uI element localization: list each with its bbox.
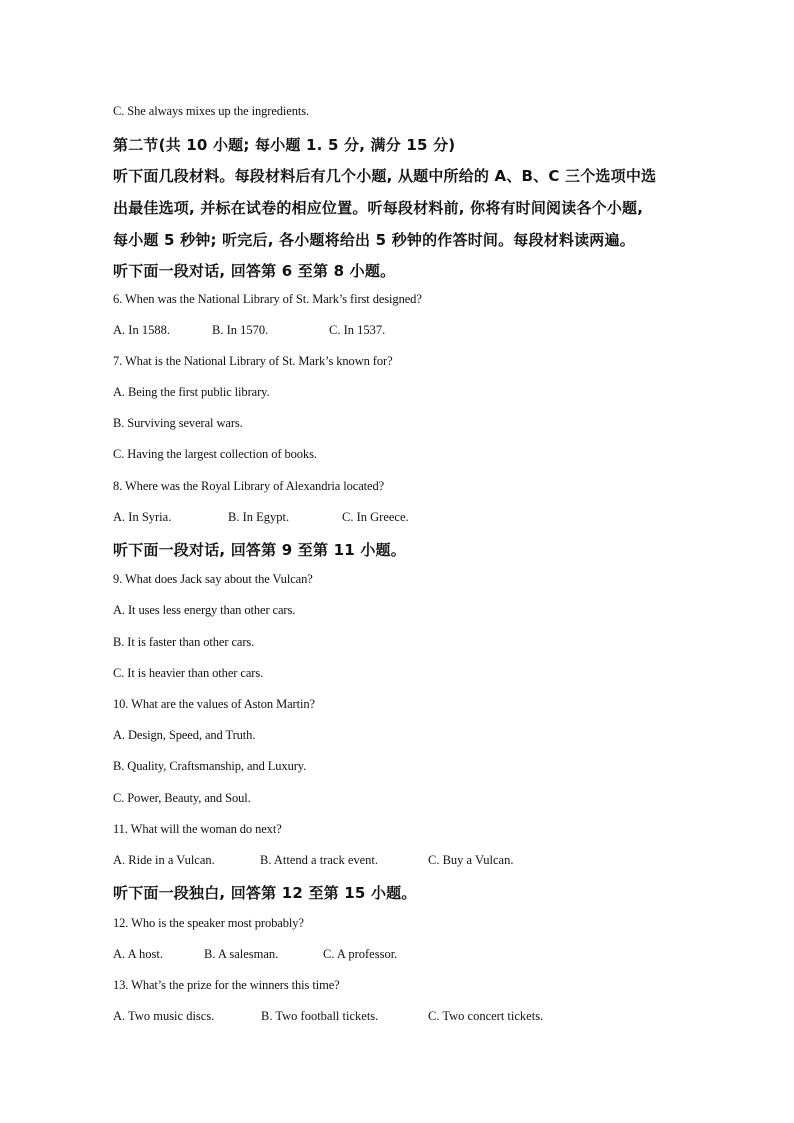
option-a: A. In 1588. [113,323,170,337]
option-a: A. Ride in a Vulcan. [113,853,215,867]
option-c: C. Two concert tickets. [428,1009,544,1023]
option-c: C. A professor. [323,947,398,961]
question-9-option-c: C. It is heavier than other cars. [113,666,264,680]
question-10-option-b: B. Quality, Craftsmanship, and Luxury. [113,759,307,773]
question-8: 8. Where was the Royal Library of Alexandria located? [113,479,385,493]
option-b: B. Two football tickets. [261,1009,379,1023]
option-a: A. A host. [113,947,164,961]
question-7: 7. What is the National Library of St. Mark’s known for? [113,354,393,368]
question-9: 9. What does Jack say about the Vulcan? [113,572,313,586]
question-7-option-b: B. Surviving several wars. [113,416,243,430]
option-b: B. In Egypt. [228,510,290,524]
option-b: B. A salesman. [204,947,279,961]
option-b: B. Attend a track event. [260,853,379,867]
option-c: C. In Greece. [342,510,409,524]
option-c: C. In 1537. [329,323,386,337]
instructions-line-2: 出最佳选项, 并标在试卷的相应位置。听每段材料前, 你将有时间阅读各个小题, [113,199,644,217]
previous-option-c: C. She always mixes up the ingredients. [113,104,310,118]
instructions-line-3: 每小题 5 秒钟; 听完后, 各小题将给出 5 秒钟的作答时间。每段材料读两遍。 [113,231,635,249]
question-11: 11. What will the woman do next? [113,822,282,836]
question-10: 10. What are the values of Aston Martin? [113,697,315,711]
monologue-heading-12-15: 听下面一段独白, 回答第 12 至第 15 小题。 [113,884,417,902]
option-b: B. In 1570. [212,323,269,337]
question-12: 12. Who is the speaker most probably? [113,916,304,930]
question-6: 6. When was the National Library of St. Mark’s first designed? [113,292,422,306]
option-c: C. Buy a Vulcan. [428,853,514,867]
question-7-option-c: C. Having the largest collection of books. [113,447,317,461]
option-a: A. Two music discs. [113,1009,215,1023]
instructions-line-1: 听下面几段材料。每段材料后有几个小题, 从题中所给的 A、B、C 三个选项中选 [113,167,657,185]
option-a: A. In Syria. [113,510,172,524]
question-10-option-c: C. Power, Beauty, and Soul. [113,791,251,805]
question-7-option-a: A. Being the first public library. [113,385,270,399]
question-9-option-b: B. It is faster than other cars. [113,635,255,649]
question-10-option-a: A. Design, Speed, and Truth. [113,728,256,742]
question-13: 13. What’s the prize for the winners this time? [113,978,340,992]
section-heading: 第二节(共 10 小题; 每小题 1. 5 分, 满分 15 分) [113,136,456,154]
dialogue-heading-9-11: 听下面一段对话, 回答第 9 至第 11 小题。 [113,541,406,559]
question-9-option-a: A. It uses less energy than other cars. [113,603,296,617]
dialogue-heading-6-8: 听下面一段对话, 回答第 6 至第 8 小题。 [113,262,396,280]
